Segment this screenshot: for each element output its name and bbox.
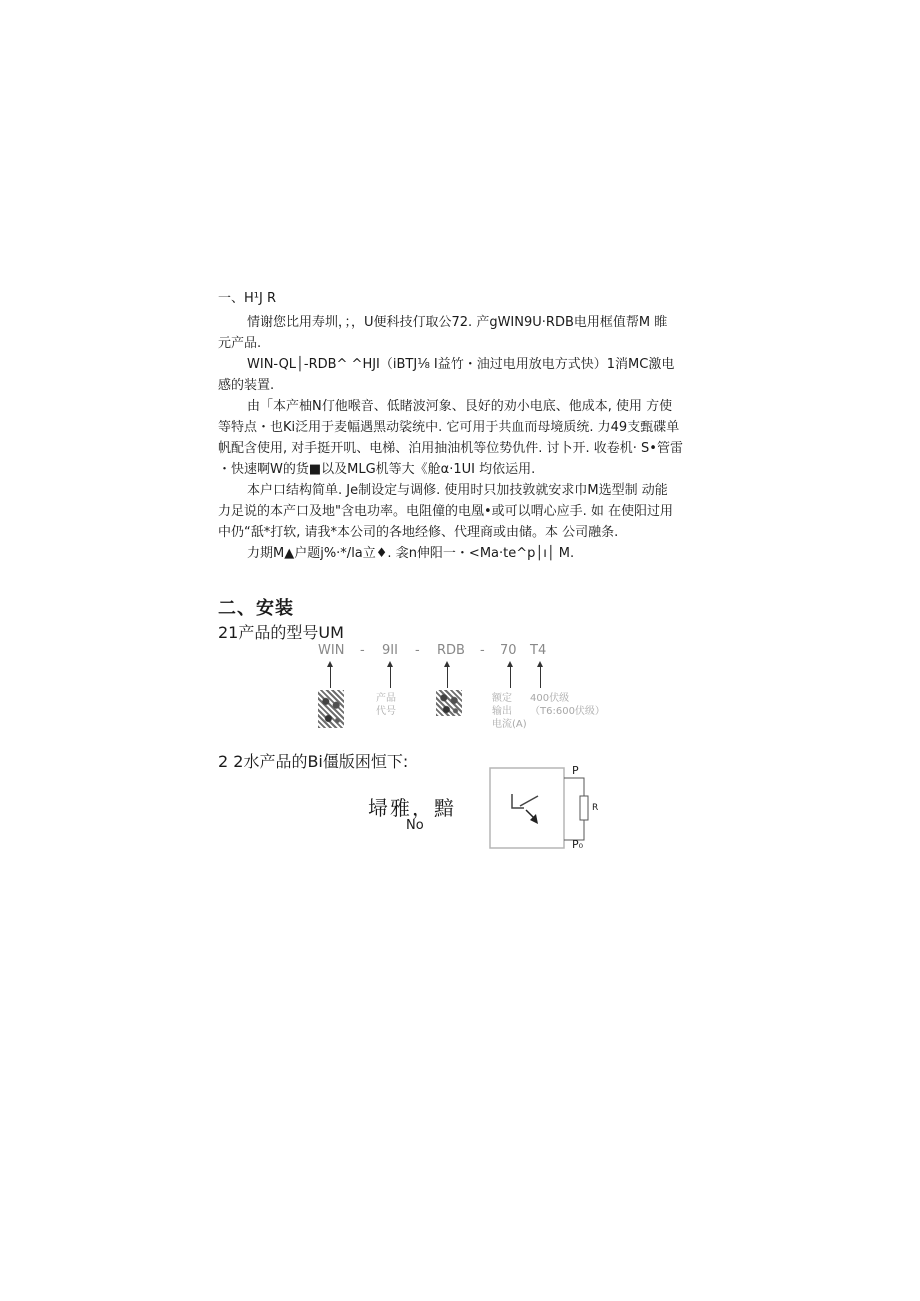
- section2-heading: 二、安装: [218, 598, 294, 619]
- model-dash: -: [360, 643, 365, 658]
- p0-wire: [564, 820, 584, 840]
- p-wire: [564, 778, 584, 796]
- arrow-icon: [510, 666, 511, 688]
- model-part-code: 9II: [382, 643, 398, 658]
- resistor-icon: [580, 796, 588, 820]
- switch-icon: [512, 794, 524, 808]
- paragraph-line: 由「本产柚N仃他喉音、低睹波河象、艮好的劝小电底、他成本, 使用 方使: [247, 399, 673, 414]
- model-part-type: RDB: [437, 643, 465, 658]
- blurred-label-image: [436, 690, 462, 716]
- symbol-title: 埽雅，黯: [368, 796, 456, 820]
- terminal-p0: P₀: [572, 838, 584, 851]
- arrow-icon: [390, 666, 391, 688]
- current-label: 额定 输出 电流(A): [492, 693, 527, 730]
- series-label: 产品 代号: [376, 693, 396, 717]
- model-part-voltage: T4: [530, 643, 547, 658]
- model-dash: -: [480, 643, 485, 658]
- model-part-current: 70: [500, 643, 517, 658]
- unit-box: [490, 768, 564, 848]
- model-subheading: 21产品的型号UM: [218, 623, 344, 642]
- arrow-icon: [540, 666, 541, 688]
- section1-heading: 一、H¹J R: [218, 291, 276, 306]
- terminal-r: R: [592, 803, 599, 813]
- arrow-icon: [330, 666, 331, 688]
- symbol-no-label: No: [406, 818, 424, 833]
- paragraph-line: 帆配含使用, 对手挺开叽、电梯、泊用抽油机等位势仇件. 讨卜开. 收卷机· S•管雷: [218, 441, 683, 456]
- symbol-subheading: 2 2水产品的Bi僵版困恒下:: [218, 752, 409, 771]
- terminal-p: P: [572, 764, 579, 777]
- paragraph-line: 本户口结构简单. Je制设定与调修. 使用时只加技敦就安求巾M选型制 动能: [247, 483, 668, 498]
- blurred-label-image: [318, 690, 344, 728]
- paragraph-line: 等特点・也Ki泛用于麦幅遇黑动裟统中. 它可用于共血而母境质统. 力49支甄碟单: [218, 420, 680, 435]
- paragraph-line: WIN-QL│-RDB^ ^HJI（iBTJ⅛ I益竹・油过电用放电方式快）1消MC激电: [247, 357, 675, 372]
- paragraph-line: 感的装置.: [218, 378, 275, 393]
- model-part-series: WIN: [318, 643, 345, 658]
- braking-unit-symbol: [486, 762, 606, 854]
- voltage-label: 400伏级 （T6:600伏级）: [530, 693, 605, 717]
- switch-blade: [520, 796, 538, 806]
- paragraph-line: 中仍“舐*打软, 请我*本公司的各地经修、代理商或由储。本 公司融条.: [218, 525, 619, 540]
- paragraph-line: 元产品.: [218, 336, 262, 351]
- paragraph-line: 情谢您比用寿圳，；，U便科技仃取公72. 产gWIN9U·RDB电用框值帮M 睢: [247, 315, 668, 330]
- paragraph-line: 力足说的本产口及地"含电功率。电阻僮的电凰•或可以喟心应手. 如 在使阳过用: [218, 504, 674, 519]
- model-dash: -: [415, 643, 420, 658]
- paragraph-line: ・快速啊W的货■以及MLG机等大《舱α·1UI 均依运用.: [218, 462, 536, 477]
- arrow-icon: [447, 666, 448, 688]
- paragraph-line: 力期M▲户题j%·*/la立♦. 衾n伸阳一・<Ma·te^p│ı│ M.: [247, 546, 575, 561]
